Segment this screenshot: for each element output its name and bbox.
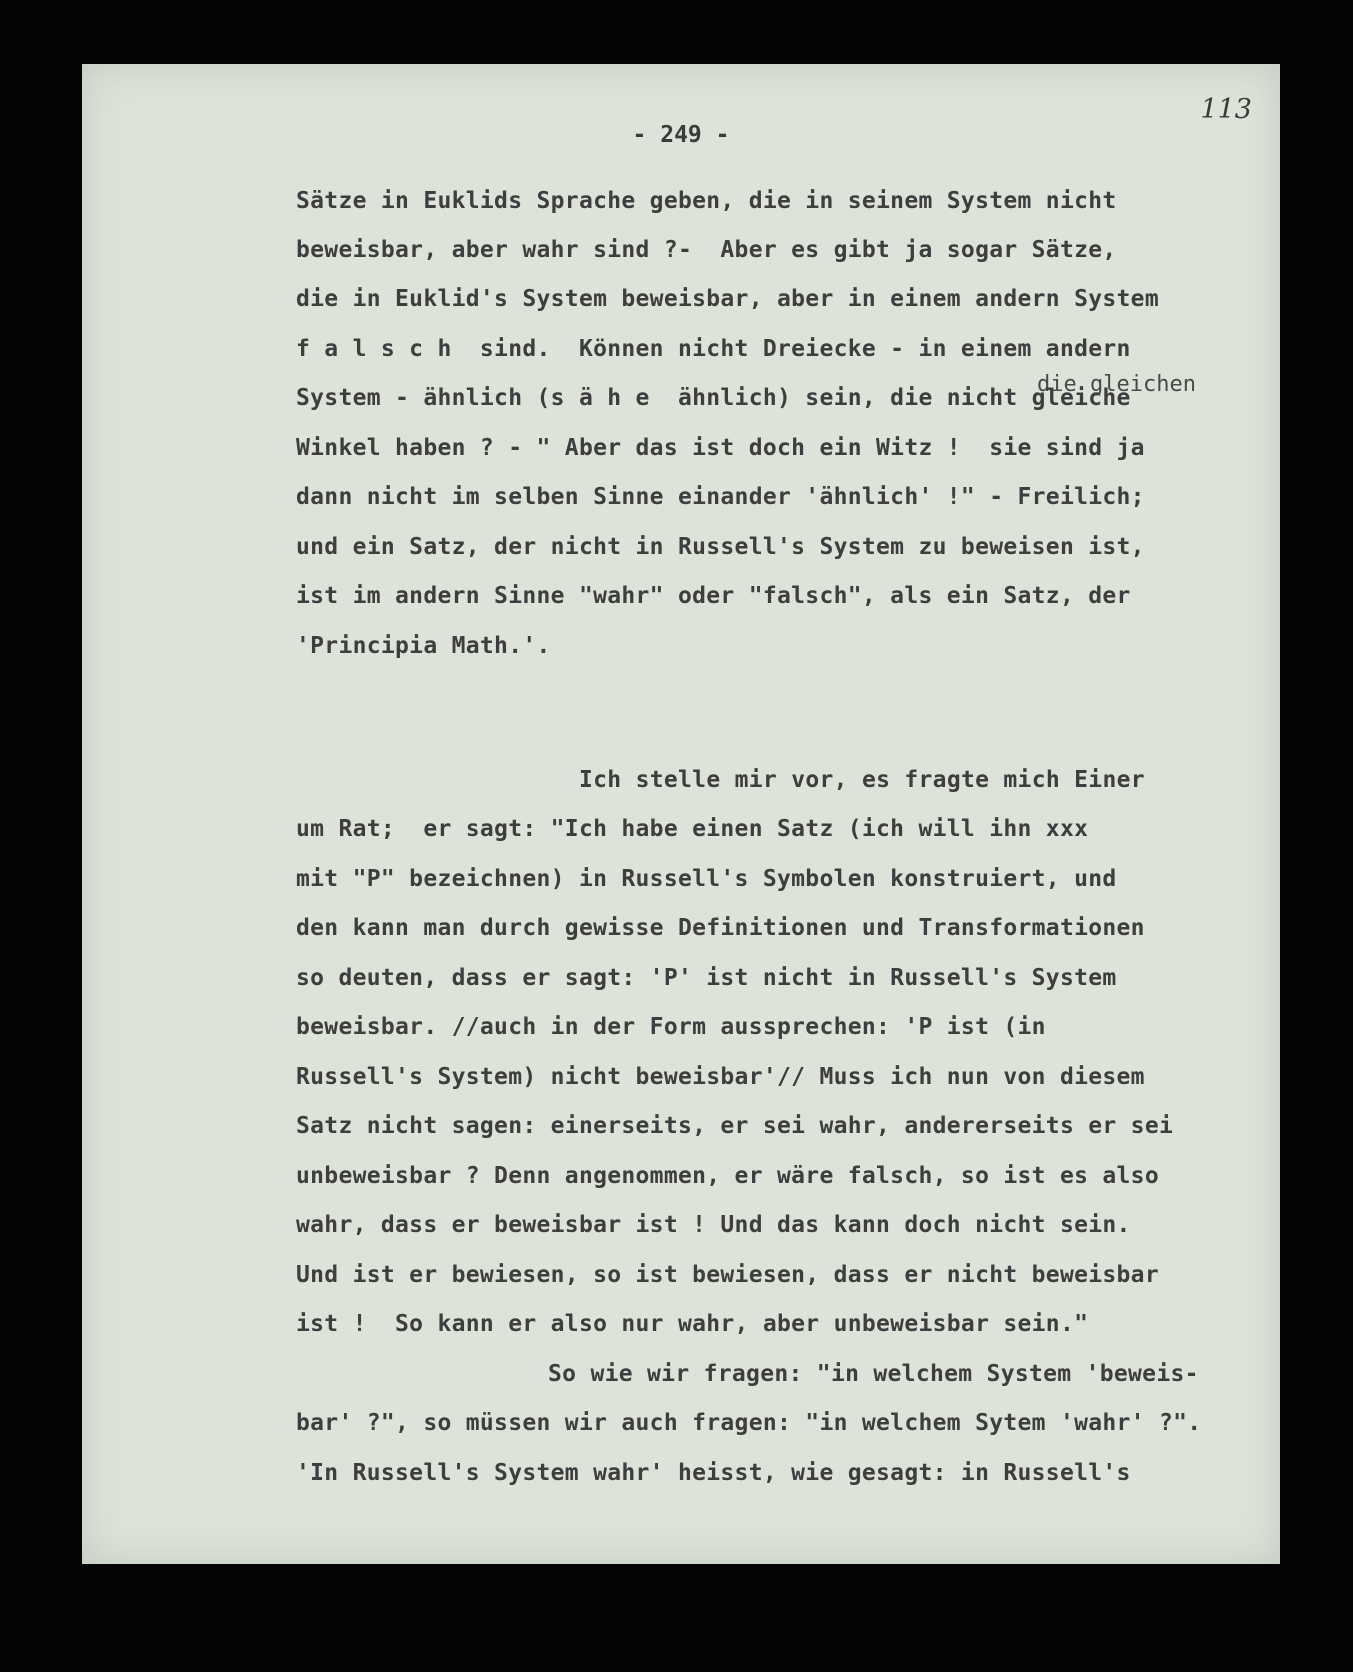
folio-number: 113 bbox=[1200, 94, 1252, 125]
text-line: f a l s c h sind. Können nicht Dreiecke - in einem andern bbox=[296, 336, 1131, 362]
text-line: und ein Satz, der nicht in Russell's System zu beweisen ist, bbox=[296, 534, 1145, 560]
text-line: Russell's System) nicht beweisbar'// Muss ich nun von diesem bbox=[296, 1064, 1145, 1090]
text-line: den kann man durch gewisse Definitionen und Transformationen bbox=[296, 915, 1145, 941]
text-line: So wie wir fragen: "in welchem System 'beweis- bbox=[548, 1361, 1199, 1387]
text-line: System - ähnlich (s ä h e ähnlich) sein, die nicht gleiche bbox=[296, 385, 1131, 411]
text-line: ist ! So kann er also nur wahr, aber unbeweisbar sein." bbox=[296, 1311, 1089, 1337]
text-line: mit "P" bezeichnen) in Russell's Symbolen konstruiert, und bbox=[296, 866, 1117, 892]
text-line: Ich stelle mir vor, es fragte mich Einer bbox=[579, 767, 1145, 793]
text-line: unbeweisbar ? Denn angenommen, er wäre falsch, so ist es also bbox=[296, 1163, 1159, 1189]
text-line: Und ist er bewiesen, so ist bewiesen, dass er nicht beweisbar bbox=[296, 1262, 1159, 1288]
text-line: beweisbar. //auch in der Form aussprechen: 'P ist (in bbox=[296, 1014, 1046, 1040]
text-line: um Rat; er sagt: "Ich habe einen Satz (ich will ihn xxx bbox=[296, 816, 1089, 842]
page-number: - 249 - bbox=[632, 122, 730, 148]
typescript-page bbox=[82, 64, 1280, 1564]
text-line: Winkel haben ? - " Aber das ist doch ein Witz ! sie sind ja bbox=[296, 435, 1145, 461]
handwritten-insertion: die gleichen bbox=[1037, 372, 1196, 397]
text-line: dann nicht im selben Sinne einander 'ähnlich' !" - Freilich; bbox=[296, 484, 1145, 510]
text-line: die in Euklid's System beweisbar, aber in einem andern System bbox=[296, 286, 1159, 312]
text-line: so deuten, dass er sagt: 'P' ist nicht in Russell's System bbox=[296, 965, 1117, 991]
text-line: 'In Russell's System wahr' heisst, wie gesagt: in Russell's bbox=[296, 1460, 1131, 1486]
text-line: Satz nicht sagen: einerseits, er sei wahr, andererseits er sei bbox=[296, 1113, 1174, 1139]
text-line: 'Principia Math.'. bbox=[296, 633, 551, 659]
text-line: bar' ?", so müssen wir auch fragen: "in welchem Sytem 'wahr' ?". bbox=[296, 1410, 1202, 1436]
text-line: Sätze in Euklids Sprache geben, die in seinem System nicht bbox=[296, 188, 1117, 214]
text-line: wahr, dass er beweisbar ist ! Und das kann doch nicht sein. bbox=[296, 1212, 1131, 1238]
text-line: beweisbar, aber wahr sind ?- Aber es gibt ja sogar Sätze, bbox=[296, 237, 1117, 263]
text-line: ist im andern Sinne "wahr" oder "falsch", als ein Satz, der bbox=[296, 583, 1131, 609]
